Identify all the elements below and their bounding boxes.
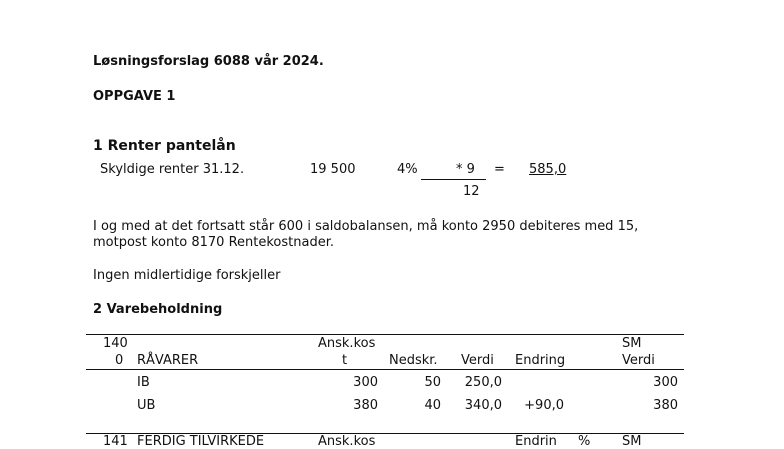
- table2-header-pct: %: [578, 434, 591, 449]
- header-cost-line1: Ansk.kos: [318, 336, 376, 351]
- row-ub-sm: 380: [653, 398, 678, 413]
- calc-equals: =: [494, 162, 505, 177]
- header-endring: Endring: [515, 353, 566, 368]
- header-cost-line2: t: [342, 353, 348, 368]
- calc-label: Skyldige renter 31.12.: [100, 162, 245, 177]
- row-ib-nedskr: 50: [424, 375, 441, 390]
- calc-rate: 4%: [397, 162, 418, 177]
- paragraph-saldo-2: motpost konto 8170 Rentekostnader.: [93, 235, 334, 250]
- row-ib-verdi: 250,0: [464, 375, 502, 390]
- calc-denominator: 12: [463, 184, 480, 199]
- table2-header-account: 141: [103, 434, 128, 449]
- table-top-rule: [86, 334, 684, 335]
- row-ub-cost: 380: [353, 398, 378, 413]
- paragraph-saldo-1: I og med at det fortsatt står 600 i saldobalansen, må konto 2950 debiteres med 15,: [93, 219, 639, 234]
- header-nedskr: Nedskr.: [389, 353, 438, 368]
- header-sm-line1: SM: [622, 336, 642, 351]
- section-heading-renter: 1 Renter pantelån: [93, 138, 236, 154]
- calc-amount: 19 500: [310, 162, 356, 177]
- row-ub-label: UB: [137, 398, 156, 413]
- row-ib-sm: 300: [653, 375, 678, 390]
- table2-header-endring: Endrin: [515, 434, 557, 449]
- row-ib-label: IB: [137, 375, 150, 390]
- row-ub-endring: +90,0: [524, 398, 564, 413]
- calc-numerator: * 9: [456, 162, 475, 177]
- table2-header-cost: Ansk.kos: [318, 434, 376, 449]
- header-verdi: Verdi: [461, 353, 494, 368]
- task-heading: OPPGAVE 1: [93, 89, 176, 104]
- row-ib-cost: 300: [353, 375, 378, 390]
- table-header-rule: [86, 369, 684, 370]
- table2-header-sm: SM: [622, 434, 642, 449]
- header-account-line1: 140: [103, 336, 128, 351]
- row-ub-nedskr: 40: [424, 398, 441, 413]
- fraction-line: [421, 179, 486, 180]
- row-ub-verdi: 340,0: [464, 398, 502, 413]
- document-title: Løsningsforslag 6088 vår 2024.: [93, 54, 324, 69]
- paragraph-midlertidige: Ingen midlertidige forskjeller: [93, 268, 281, 283]
- calc-result: 585,0: [529, 162, 567, 177]
- section-heading-varebeholdning: 2 Varebeholdning: [93, 302, 223, 317]
- header-account-line2: 0: [115, 353, 124, 368]
- header-sm-line2: Verdi: [622, 353, 655, 368]
- header-category: RÅVARER: [137, 353, 199, 368]
- table2-header-category: FERDIG TILVIRKEDE: [137, 434, 265, 449]
